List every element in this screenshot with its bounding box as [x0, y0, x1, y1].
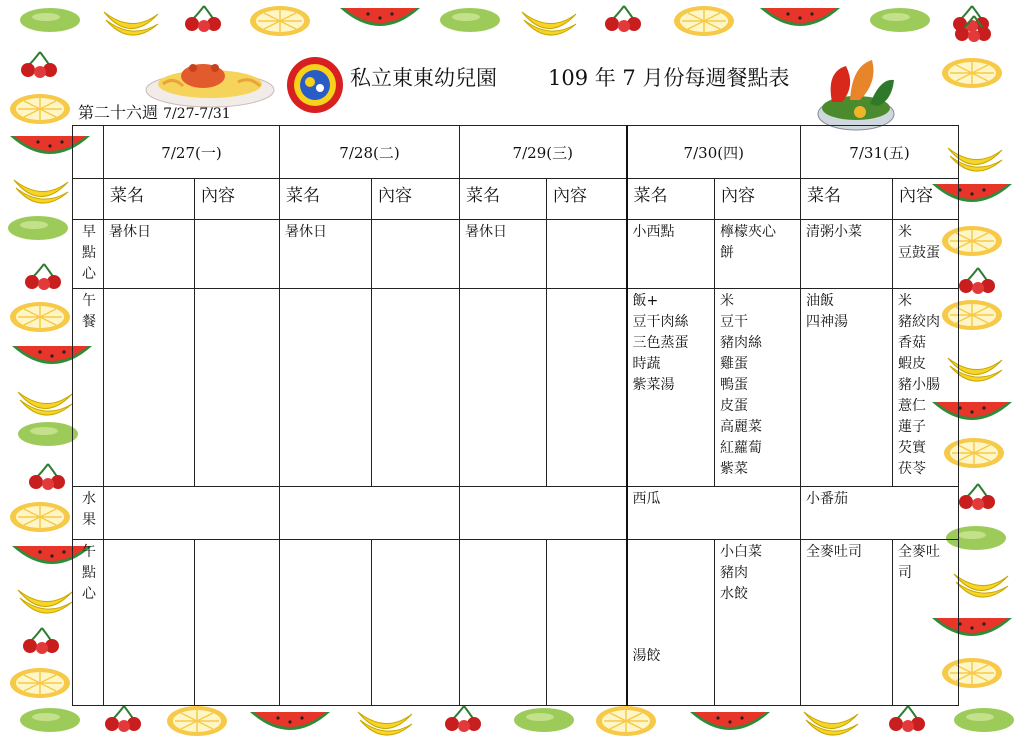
breakfast-content — [372, 220, 460, 289]
mango-icon — [868, 6, 932, 34]
fruit-cell: 西瓜 — [627, 487, 801, 540]
snack-content — [547, 540, 627, 706]
fruit-cell — [280, 487, 460, 540]
fruit-cell — [104, 487, 280, 540]
mango-icon — [18, 706, 82, 734]
snack-content: 全麥吐 司 — [893, 540, 959, 706]
snack-dish — [460, 540, 547, 706]
afternoon-snack-row — [73, 540, 959, 706]
cherry-icon — [16, 50, 62, 78]
meal-label-breakfast: 早 點 心 — [73, 220, 104, 289]
date-row — [73, 126, 959, 179]
lunch-dish — [280, 289, 372, 487]
snack-dish — [104, 540, 195, 706]
lunch-dish: 油飯 四神湯 — [801, 289, 893, 487]
cherry-icon — [20, 262, 66, 290]
cherry-icon — [180, 4, 226, 32]
breakfast-dish: 暑休日 — [460, 220, 547, 289]
meal-label-lunch: 午 餐 — [73, 289, 104, 487]
lemon-slice-icon — [940, 56, 1004, 90]
snack-content: 小白菜 豬肉 水餃 — [715, 540, 801, 706]
banana-icon — [100, 4, 162, 40]
content-header: 內容 — [547, 179, 627, 220]
lunch-content — [372, 289, 460, 487]
cherry-icon — [600, 4, 646, 32]
mango-icon — [512, 706, 576, 734]
breakfast-dish: 小西點 — [627, 220, 715, 289]
breakfast-content: 米 豆鼓蛋 — [893, 220, 959, 289]
lemon-slice-icon — [8, 500, 72, 534]
cherry-icon — [24, 462, 70, 490]
watermelon-icon — [758, 4, 842, 34]
watermelon-icon — [338, 4, 422, 34]
fruit-cell: 小番茄 — [801, 487, 959, 540]
lemon-slice-icon — [8, 92, 72, 126]
watermelon-icon — [248, 708, 332, 738]
mango-icon — [16, 420, 80, 448]
column-header-row — [73, 179, 959, 220]
school-logo — [286, 56, 344, 118]
cherry-icon — [440, 704, 486, 732]
corner-cell — [73, 126, 104, 179]
watermelon-icon — [688, 708, 772, 738]
mango-icon — [438, 6, 502, 34]
lunch-dish — [460, 289, 547, 487]
dish-header: 菜名 — [627, 179, 715, 220]
fruit-cell — [460, 487, 627, 540]
dish-header: 菜名 — [104, 179, 195, 220]
cherry-icon — [950, 14, 996, 42]
weekly-menu-table — [72, 125, 959, 706]
banana-icon — [10, 172, 72, 208]
banana-icon — [354, 704, 416, 740]
content-header: 內容 — [372, 179, 460, 220]
date-wed: 7/29(三) — [460, 126, 627, 179]
week-label: 第二十六週 7/27-7/31 — [78, 103, 231, 122]
lemon-slice-icon — [165, 704, 229, 738]
fruit-row — [73, 487, 959, 540]
date-fri: 7/31(五) — [801, 126, 959, 179]
lemon-slice-icon — [594, 704, 658, 738]
breakfast-row — [73, 220, 959, 289]
corner-cell — [73, 179, 104, 220]
date-mon: 7/27(一) — [104, 126, 280, 179]
menu-title: 109 年 7 月份每週餐點表 — [548, 66, 790, 90]
lunch-content — [195, 289, 280, 487]
lunch-content — [547, 289, 627, 487]
meal-label-fruit: 水 果 — [73, 487, 104, 540]
snack-dish: 全麥吐司 — [801, 540, 893, 706]
breakfast-content — [195, 220, 280, 289]
lunch-content: 米 豬絞肉 香菇 蝦皮 豬小腸 薏仁 蓮子 芡實 茯苓 — [893, 289, 959, 487]
mango-icon — [952, 706, 1016, 734]
breakfast-dish: 清粥小菜 — [801, 220, 893, 289]
banana-icon — [950, 566, 1012, 602]
snack-content — [372, 540, 460, 706]
cherry-icon — [884, 704, 930, 732]
breakfast-dish: 暑休日 — [280, 220, 372, 289]
lemon-slice-icon — [8, 666, 72, 700]
cherry-icon — [954, 266, 1000, 294]
dish-header: 菜名 — [280, 179, 372, 220]
school-name: 私立東東幼兒園 — [350, 66, 497, 90]
breakfast-content: 檸檬夾心 餅 — [715, 220, 801, 289]
content-header: 內容 — [893, 179, 959, 220]
lunch-dish: 飯+ 豆干肉絲 三色蒸蛋 時蔬 紫菜湯 — [627, 289, 715, 487]
lunch-row — [73, 289, 959, 487]
breakfast-content — [547, 220, 627, 289]
cherry-icon — [18, 626, 64, 654]
content-header: 內容 — [195, 179, 280, 220]
snack-dish: 湯餃 — [627, 540, 715, 706]
date-thu: 7/30(四) — [627, 126, 801, 179]
snack-content — [195, 540, 280, 706]
cherry-icon — [954, 482, 1000, 510]
date-tue: 7/28(二) — [280, 126, 460, 179]
lemon-slice-icon — [8, 300, 72, 334]
lemon-slice-icon — [672, 4, 736, 38]
banana-icon — [800, 704, 862, 740]
dish-header: 菜名 — [801, 179, 893, 220]
snack-dish — [280, 540, 372, 706]
lunch-dish — [104, 289, 195, 487]
lemon-slice-icon — [248, 4, 312, 38]
mango-icon — [6, 214, 70, 242]
banana-icon — [14, 384, 76, 420]
dish-header: 菜名 — [460, 179, 547, 220]
meal-label-snack: 午 點 心 — [73, 540, 104, 706]
lunch-content: 米 豆干 豬肉絲 雞蛋 鴨蛋 皮蛋 高麗菜 紅蘿蔔 紫菜 — [715, 289, 801, 487]
mango-icon — [18, 6, 82, 34]
banana-icon — [14, 582, 76, 618]
banana-icon — [518, 4, 580, 40]
content-header: 內容 — [715, 179, 801, 220]
cherry-icon — [100, 704, 146, 732]
breakfast-dish: 暑休日 — [104, 220, 195, 289]
